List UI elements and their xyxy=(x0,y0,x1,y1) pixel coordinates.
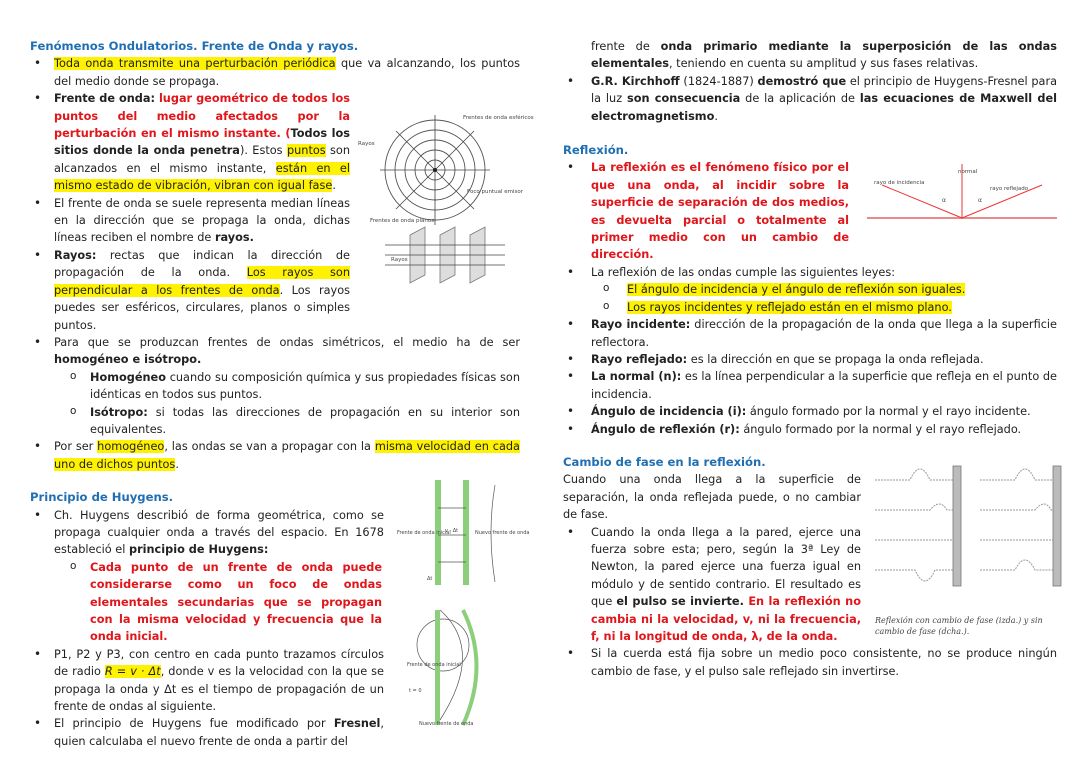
label-vdt: v · Δt xyxy=(445,528,459,534)
label-reflected: rayo reflejado xyxy=(990,186,1029,192)
bullet-rays-definition: • El frente de onda se suele representa median líneas en la dirección que se propaga la onda, dichas líneas reciben el nombre de rayos. xyxy=(30,195,350,247)
bullet-homogeneous-isotropic: • Para que se produzcan frentes de ondas simétricos, el medio ha de ser homogéneo e isótropo. xyxy=(30,334,520,369)
law-angles: o El ángulo de incidencia y el ángulo de reflexión son iguales. xyxy=(563,281,1057,298)
label-spherical: Frentes de onda esféricos xyxy=(463,115,534,121)
label-normal: normal xyxy=(958,169,978,175)
heading-waves: Fenómenos Ondulatorios. Frente de Onda y rayos. xyxy=(30,39,359,53)
label-new-front: Nuevo frente de onda xyxy=(475,530,530,536)
label-point-source: Foco puntual emisor xyxy=(467,189,523,195)
bullet-circles: • P1, P2 y P3, con centro en cada punto trazamos círculos de radio R = v · Δt, donde v es la velocidad con la que se propaga la onda y Δt es el tiempo de propagación de un frente de ondas al siguiente. xyxy=(30,646,384,716)
phase-caption: Reflexión con cambio de fase (izda.) y sin cambio de fase (dcha.). xyxy=(875,616,1043,636)
label-new-front-2: Nuevo frente de onda xyxy=(419,721,474,727)
phase-change-figure xyxy=(875,458,1065,613)
heading-reflection: Reflexión. xyxy=(563,143,629,158)
phase-intro: Cuando una onda llega a la superficie de separación, la onda reflejada puede, o no cambiar de fase. xyxy=(563,473,861,522)
label-t0: t = 0 xyxy=(409,688,422,694)
bullet-incident-ray: • Rayo incidente: dirección de la propagación de la onda que llega a la superficie reflectora. xyxy=(563,316,1057,351)
label-initial-front-2: Frente de onda inicial xyxy=(407,662,461,668)
label-rays: Rayos xyxy=(358,141,375,147)
bullet-reflected-ray: • Rayo reflejado: es la dirección en que se propaga la onda reflejada. xyxy=(563,351,1057,368)
bullet-no-phase-change: • Si la cuerda está fija sobre un medio poco consistente, no se produce ningún cambio de fase, y el pulso sale reflejado sin invertirse. xyxy=(563,645,1057,680)
bullet-reflection-laws: • La reflexión de las ondas cumple las siguientes leyes: xyxy=(563,264,1057,281)
bullet-pulse-inverts: • Cuando la onda llega a la pared, ejerce una fuerza sobre esta; pero, según la 3ª Ley de Newton, la pared ejerce una fuerza igual en módulo y de sentido contrario. El resultado es que el pulso se invierte. En la reflexión no cambia ni la velocidad, v, ni la frecuencia, f, ni la longitud de onda, λ, de la onda. xyxy=(563,524,861,646)
bullet-same-velocity: • Por ser homogéneo, las ondas se van a propagar con la misma velocidad en cada uno de dichos puntos. xyxy=(30,438,520,473)
bullet-kirchhoff: • G.R. Kirchhoff (1824-1887) demostró que el principio de Huygens-Fresnel para la luz son consecuencia de la aplicación de las ecuaciones de Maxwell del electromagnetismo. xyxy=(563,73,1057,125)
bullet-rays: • Rayos: rectas que indican la dirección de propagación de la onda. Los rayos son perpendicular a los frentes de onda. Los rayos puedes ser esféricos, circulares, planos o simples puntos. xyxy=(30,247,350,334)
bullet-reflection-def: • La reflexión es el fenómeno físico por el que una onda, al incidir sobre la superficie de separación de dos medios, es devuelta parcial o totalmente al primer medio con un cambio de dirección. xyxy=(563,159,849,263)
heading-phase-change: Cambio de fase en la reflexión. xyxy=(563,454,766,469)
bullet-fresnel: • El principio de Huygens fue modificado por Fresnel, quien calculaba el nuevo frente de onda a partir del xyxy=(30,715,384,750)
bullet-huygens-described: • Ch. Huygens describió de forma geométrica, como se propaga cualquier onda a través del espacio. En 1678 estableció el principio de Huygens: xyxy=(30,507,384,559)
label-initial-front: Frente de onda inicial xyxy=(397,530,451,536)
bullet-wave-transmits: • Toda onda transmite una perturbación periódica que va alcanzando, los puntos del medio donde se propaga. xyxy=(30,55,520,90)
label-alpha-1: α xyxy=(942,197,946,204)
reflection-figure xyxy=(862,160,1062,232)
continued-fresnel: frente de onda primario mediante la superposición de las ondas elementales, teniendo en cuenta su amplitud y sus fases relativas. xyxy=(591,40,1057,71)
label-alpha-2: α xyxy=(978,197,982,204)
bullet-incidence-angle: • Ángulo de incidencia (i): ángulo formado por la normal y el rayo incidente. xyxy=(563,403,1057,420)
huygens-figure xyxy=(395,470,530,735)
bullet-wavefront: • Frente de onda: lugar geométrico de todos los puntos del medio afectados por la perturbación en el mismo instante. (Todos los sitios donde la onda penetra). Estos puntos son alcanzados en el mismo instante, están en el mismo estado de vibración, vibran con igual fase. xyxy=(30,90,350,194)
spherical-wavefronts-figure xyxy=(355,105,534,225)
sub-isotropic: o Isótropo: si todas las direcciones de propagación en su interior son equivalentes. xyxy=(30,404,520,439)
label-dt: Δt xyxy=(427,576,433,582)
sub-homogeneous: o Homogéneo cuando su composición química y sus propiedades físicas son idénticas en todos sus puntos. xyxy=(30,369,520,404)
label-incident: rayo de incidencia xyxy=(874,180,925,186)
bullet-reflection-angle: • Ángulo de reflexión (r): ángulo formado por la normal y el rayo reflejado. xyxy=(563,421,1057,438)
label-plane: Frentes de onda planos xyxy=(370,218,435,224)
plane-wavefronts-figure xyxy=(355,213,520,293)
heading-huygens: Principio de Huygens. xyxy=(30,490,173,505)
bullet-normal: • La normal (n): es la línea perpendicular a la superficie que refleja en el punto de incidencia. xyxy=(563,368,1057,403)
label-rays-plane: Rayos xyxy=(391,257,408,263)
sub-huygens-principle: o Cada punto de un frente de onda puede considerarse como un foco de ondas elementales secundarias que se propagan con la misma velocidad y frecuencia que la onda inicial. xyxy=(30,559,382,646)
law-plane: o Los rayos incidentes y reflejado están en el mismo plano. xyxy=(563,299,1057,316)
